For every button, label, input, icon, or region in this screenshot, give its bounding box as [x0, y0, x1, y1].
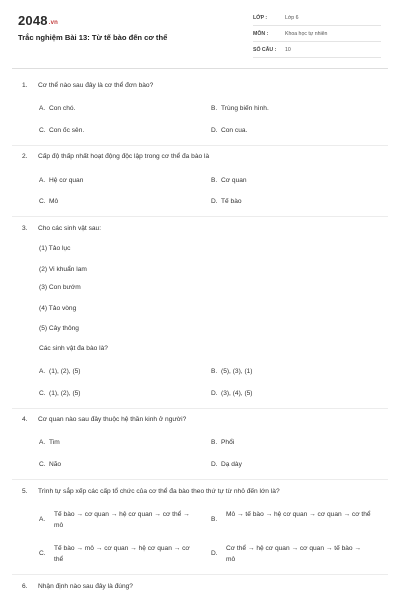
organism-item: (2) Vi khuẩn lam	[39, 266, 87, 273]
option-1b[interactable]: B. Trùng biến hình.	[211, 105, 269, 112]
option-5b[interactable]: B. Mô → tế bào → hệ cơ quan → cơ quan → cơ thể	[211, 511, 371, 523]
quiz-title: Trắc nghiệm Bài 13: Từ tế bào đến cơ thể	[18, 33, 168, 42]
option-5d[interactable]: D. Cơ thể → hệ cơ quan → cơ quan → tế bào → mô	[211, 545, 362, 563]
option-3b[interactable]: B. (5), (3), (1)	[211, 368, 253, 375]
question-3: 3. Cho các sinh vật sau:	[22, 225, 102, 232]
option-2b[interactable]: B. Cơ quan	[211, 177, 247, 184]
meta-key: MÔN :	[253, 31, 269, 37]
option-2d[interactable]: D. Tế bào	[211, 198, 242, 205]
meta-key: SỐ CÂU :	[253, 47, 277, 53]
option-2a[interactable]: A. Hệ cơ quan	[39, 177, 84, 184]
option-1a[interactable]: A. Con chó.	[39, 105, 76, 112]
meta-key: LỚP :	[253, 15, 268, 21]
option-4a[interactable]: A. Tim	[39, 439, 60, 446]
meta-value: Khoa học tự nhiên	[285, 31, 328, 37]
question-divider	[12, 216, 388, 217]
organism-item: (4) Tảo vòng	[39, 305, 77, 312]
option-2c[interactable]: C. Mô	[39, 198, 59, 205]
question-prompt: Các sinh vật đa bào là?	[39, 345, 108, 352]
question-4: 4. Cơ quan nào sau đây thuộc hệ thần kinh ở người?	[22, 416, 187, 423]
header-divider	[12, 68, 388, 69]
meta-value: 10	[285, 47, 291, 53]
option-5c[interactable]: C. Tế bào → mô → cơ quan → hệ cơ quan → cơ thể	[39, 545, 190, 563]
option-3d[interactable]: D. (3), (4), (5)	[211, 390, 253, 397]
option-4b[interactable]: B. Phổi	[211, 439, 235, 446]
question-divider	[12, 479, 388, 480]
option-3a[interactable]: A. (1), (2), (5)	[39, 368, 81, 375]
option-1c[interactable]: C. Con ốc sên.	[39, 127, 85, 134]
meta-class	[253, 12, 381, 26]
option-4d[interactable]: D. Dạ dày	[211, 461, 242, 468]
question-5: 5. Trình tự sắp xếp các cấp tổ chức của cơ thể đa bào theo thứ tự từ nhỏ đến lớn là?	[22, 488, 280, 495]
meta-subject	[253, 28, 381, 42]
site-logo[interactable]: 2048.vn	[18, 13, 59, 28]
question-6: 6. Nhận định nào sau đây là đúng?	[22, 583, 133, 590]
organism-item: (3) Con bướm	[39, 284, 81, 291]
option-5a[interactable]: A. Tế bào → cơ quan → hệ cơ quan → cơ thể → mô	[39, 511, 190, 529]
organism-item: (5) Cây thông	[39, 325, 79, 332]
option-4c[interactable]: C. Não	[39, 461, 62, 468]
question-1: 1. Cơ thể nào sau đây là cơ thể đơn bào?	[22, 82, 154, 89]
organism-item: (1) Tảo lục	[39, 245, 71, 252]
question-divider	[12, 408, 388, 409]
question-2: 2. Cấp độ thấp nhất hoạt động độc lập trong cơ thể đa bào là	[22, 153, 210, 160]
question-divider	[12, 574, 388, 575]
meta-question-count	[253, 44, 381, 58]
option-3c[interactable]: C. (1), (2), (5)	[39, 390, 81, 397]
meta-value: Lớp 6	[285, 15, 299, 21]
option-1d[interactable]: D. Con cua.	[211, 127, 248, 134]
quiz-header	[0, 0, 400, 70]
question-divider	[12, 145, 388, 146]
